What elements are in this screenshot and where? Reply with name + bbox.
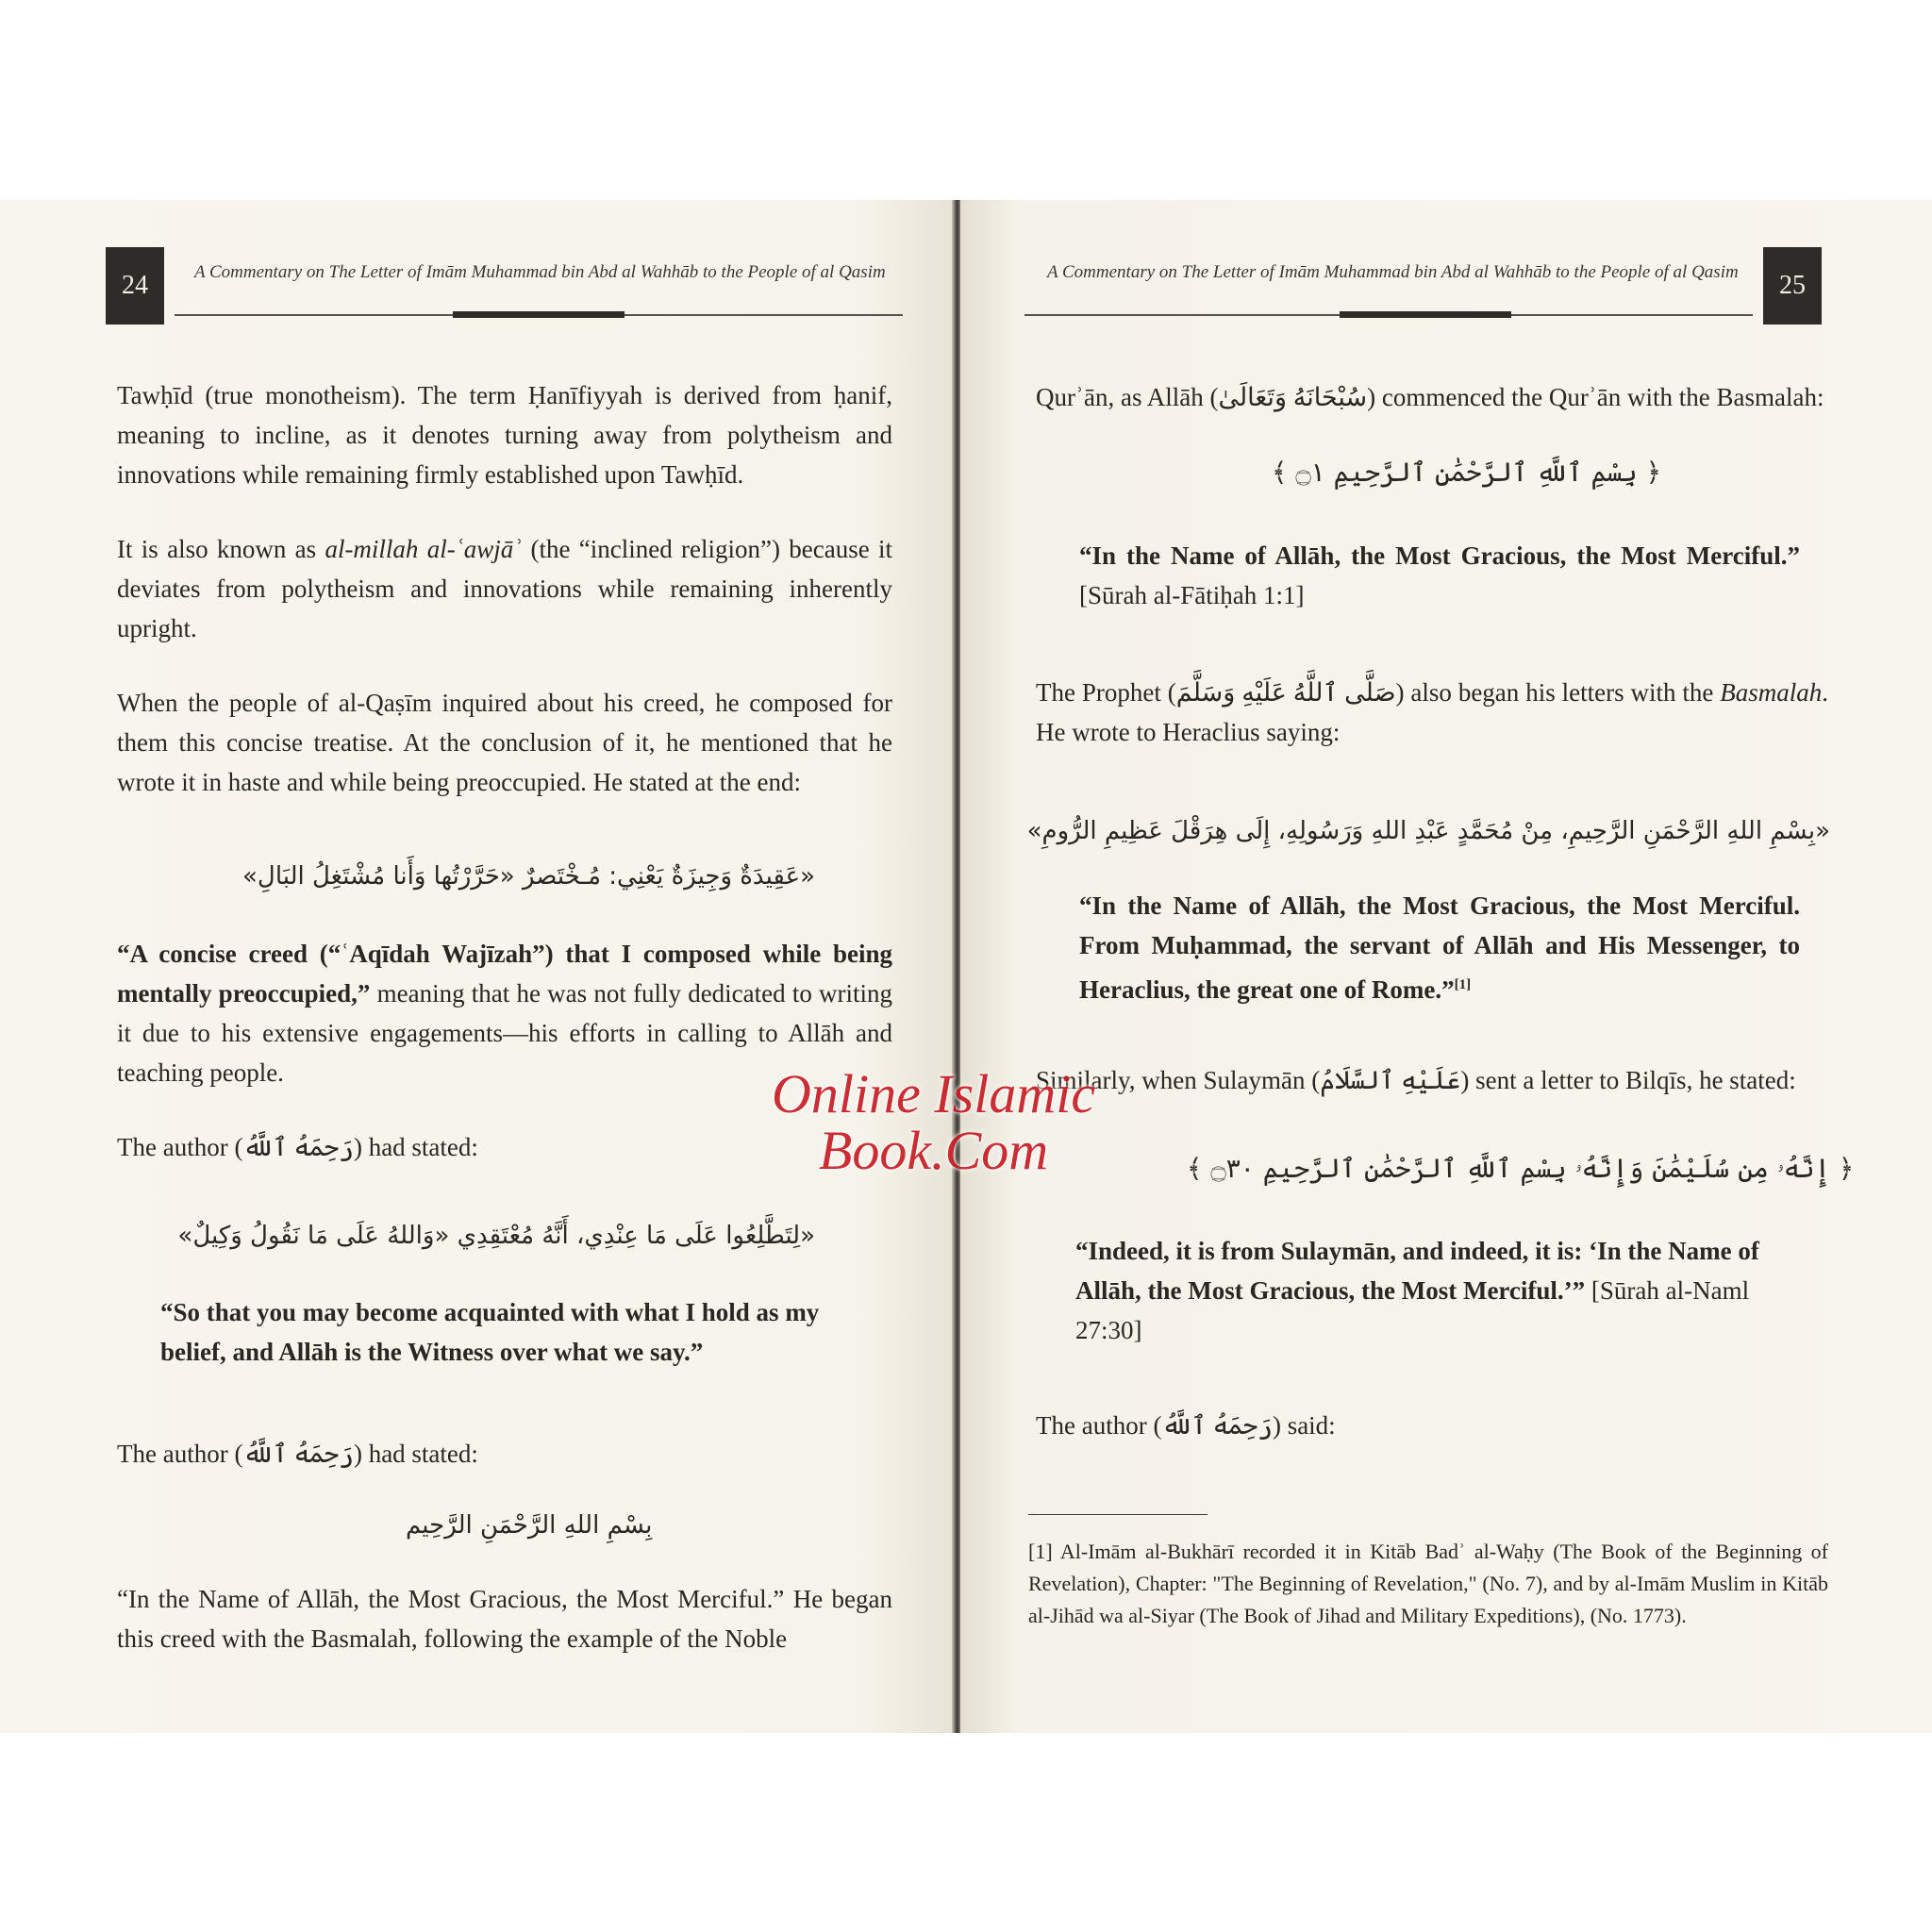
verse-reference: [Sūrah al-Fātiḥah 1:1] [1079, 581, 1305, 609]
text: meaning that he was not fully dedicated to writing it due to his extensive engagements—his efforts in calling to Allāh and teaching people. [117, 979, 892, 1087]
header-rule-accent [453, 311, 625, 318]
arabic-quote: «بِسْمِ اللهِ الرَّحْمَنِ الرَّحِيمِ، مِنْ مُحَمَّدٍ عَبْدِ اللهِ وَرَسُولِهِ، إِلَى هِرَقْلَ عَظِيمِ الرُّومِ» [1026, 817, 1830, 845]
text: It is also known as [117, 535, 325, 563]
paragraph: Similarly, when Sulaymān (عَلَيْهِ ٱلسَّلَامُ) sent a letter to Bilqīs, he stated: [1036, 1066, 1796, 1094]
bold-quote [1079, 886, 1800, 1009]
quran-verse: ﴿ بِسْمِ ٱللَّهِ ٱلرَّحْمَٰنِ ٱلرَّحِيمِ ۝١ ﴾ [1272, 457, 1661, 488]
page-number: 24 [106, 247, 164, 325]
running-head: A Commentary on The Letter of Imām Muhammad bin Abd al Wahhāb to the People of al Qasim [194, 262, 886, 282]
italic-term: al-millah al-ʿawjāʾ [325, 535, 523, 563]
text: (the “inclined religion”) because it deviates from polytheism and innovations while remaining inherently upright. [117, 535, 893, 642]
watermark [772, 1063, 1096, 1181]
text: “In the Name of Allāh, the Most Gracious, the Most Merciful. From Muḥammad, the servant of Allāh and His Messenger, to Heraclius, the great one of Rome.” [1079, 891, 1800, 1004]
header-rule-accent [1340, 311, 1511, 318]
right-page [960, 200, 1932, 1733]
paragraph: The author (رَحِمَهُ ٱللَّهُ) had stated: [117, 1440, 478, 1468]
quote-block [1075, 1231, 1792, 1350]
paragraph [117, 529, 892, 648]
arabic-basmalah: بِسْمِ اللهِ الرَّحْمَنِ الرَّحِيم [406, 1511, 653, 1540]
arabic-quote: «لِتَطَّلِعُوا عَلَى مَا عِنْدِي، أَنَّهُ مُعْتَقِدِي «وَاللهُ عَلَى مَا نَقُولُ وَكِيلٌ» [177, 1222, 815, 1250]
bold-quote: “A concise creed (“ʿAqīdah Wajīzah”) that I composed while being mentally preoccupied,” [117, 940, 892, 1008]
italic-term: Basmalah [1720, 678, 1823, 707]
quran-verse: ﴿ إِنَّهُۥ مِن سُلَيْمَٰنَ وَإِنَّهُۥ بِسْمِ ٱللَّهِ ٱلرَّحْمَٰنِ ٱلرَّحِيمِ ۝٣٠ ﴾ [1187, 1153, 1855, 1184]
paragraph: When the people of al-Qaṣīm inquired about his creed, he composed for them this concise treatise. At the conclusion of it, he mentioned that he wrote it in haste and while being preoccupied. He stated at the end: [117, 689, 892, 796]
quote-block [1079, 536, 1800, 615]
footnote-marker[interactable]: [1] [1454, 977, 1472, 992]
paragraph: Qurʾān, as Allāh (سُبْحَانَهُ وَتَعَالَىٰ) commenced the Qurʾān with the Basmalah: [1036, 383, 1824, 411]
text: The Prophet (صَلَّى ٱللَّهُ عَلَيْهِ وَسَلَّمَ) also began his letters with the [1036, 678, 1721, 707]
bold-quote: “In the Name of Allāh, the Most Gracious, the Most Merciful.” [1079, 541, 1800, 570]
bold-quote: “So that you may become acquainted with what I hold as my belief, and Allāh is the Witness over what we say.” [160, 1298, 820, 1366]
page-number: 25 [1763, 247, 1822, 325]
running-head: A Commentary on The Letter of Imām Muhammad bin Abd al Wahhāb to the People of al Qasim [1047, 262, 1739, 282]
footnote: [1] Al-Imām al-Bukhārī recorded it in Kitāb Badʾ al-Waḥy (The Book of the Beginning of Revelation), Chapter: "The Beginning of Revelation," (No. 7), and by al-Imām Muslim in Kitāb al-Jihād wa al-Siyar (The Book of Jihad and Military Expeditions), (No. 1773). [1028, 1540, 1828, 1627]
paragraph [1036, 673, 1828, 752]
arabic-quote: «عَقِيدَةٌ وَجِيزَةٌ يَعْنِي: مُـخْتَصرٌ «حَرَّرْتُها وَأَنا مُشْتَغِلُ البَالِ» [242, 862, 815, 891]
paragraph: Tawḥīd (true monotheism). The term Ḥanīfiyyah is derived from ḥanif, meaning to incline, as it denotes turning away from polytheism and innovations while remaining firmly established upon Tawḥīd. [117, 381, 892, 489]
watermark-line: Online Islamic [772, 1063, 1096, 1124]
left-page [0, 200, 957, 1733]
verse-reference: [Sūrah al-Naml 27:30] [1075, 1276, 1750, 1344]
footnote-rule [1028, 1514, 1208, 1515]
paragraph: The author (رَحِمَهُ ٱللَّهُ) said: [1036, 1411, 1336, 1440]
bold-quote: “Indeed, it is from Sulaymān, and indeed, it is: ‘In the Name of Allāh, the Most Gracious, the Most Merciful.’” [1075, 1237, 1759, 1305]
text: . He wrote to Heraclius saying: [1036, 678, 1829, 746]
book-spread [0, 200, 1932, 1733]
paragraph: “In the Name of Allāh, the Most Gracious, the Most Merciful.” He began this creed with the Basmalah, following the example of the Noble [117, 1585, 892, 1653]
watermark-line: Book.Com [818, 1120, 1049, 1181]
paragraph: The author (رَحِمَهُ ٱللَّهُ) had stated: [117, 1133, 478, 1161]
